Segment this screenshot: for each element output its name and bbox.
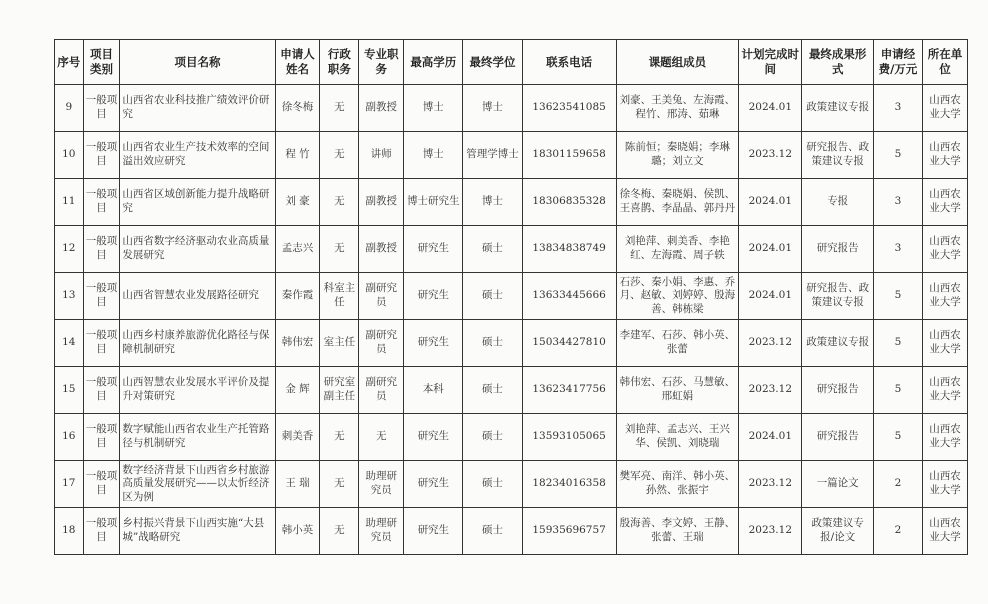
column-header: 计划完成时间 bbox=[739, 40, 802, 85]
admin-post: 无 bbox=[320, 226, 359, 273]
affiliation: 山西农业大学 bbox=[922, 179, 967, 226]
contact-phone: 13623417756 bbox=[522, 367, 616, 414]
planned-completion: 2023.12 bbox=[739, 132, 802, 179]
highest-education: 研究生 bbox=[404, 226, 463, 273]
final-degree: 硕士 bbox=[463, 367, 522, 414]
applicant-name: 金 辉 bbox=[275, 367, 320, 414]
project-category: 一般项目 bbox=[83, 461, 120, 508]
project-title: 山西乡村康养旅游优化路径与保障机制研究 bbox=[120, 320, 275, 367]
contact-phone: 18234016358 bbox=[522, 461, 616, 508]
final-degree: 硕士 bbox=[463, 414, 522, 461]
final-outcome: 研究报告、政策建议专报 bbox=[802, 273, 873, 320]
contact-phone: 18306835328 bbox=[522, 179, 616, 226]
project-category: 一般项目 bbox=[83, 132, 120, 179]
team-members: 韩伟宏、石莎、马慧敏、邢虹娟 bbox=[616, 367, 739, 414]
affiliation: 山西农业大学 bbox=[922, 132, 967, 179]
professional-title: 助理研究员 bbox=[359, 508, 404, 555]
applicant-name: 王 瑞 bbox=[275, 461, 320, 508]
highest-education: 本科 bbox=[404, 367, 463, 414]
row-number: 15 bbox=[55, 367, 84, 414]
table-row bbox=[55, 273, 968, 320]
column-header: 课题组成员 bbox=[616, 40, 739, 85]
applicant-name: 程 竹 bbox=[275, 132, 320, 179]
applicant-name: 徐冬梅 bbox=[275, 85, 320, 132]
project-category: 一般项目 bbox=[83, 179, 120, 226]
project-category: 一般项目 bbox=[83, 508, 120, 555]
professional-title: 无 bbox=[359, 414, 404, 461]
requested-funding: 3 bbox=[873, 226, 922, 273]
final-outcome: 政策建议专报/论文 bbox=[802, 508, 873, 555]
affiliation: 山西农业大学 bbox=[922, 461, 967, 508]
requested-funding: 5 bbox=[873, 273, 922, 320]
project-category: 一般项目 bbox=[83, 226, 120, 273]
requested-funding: 2 bbox=[873, 461, 922, 508]
planned-completion: 2024.01 bbox=[739, 179, 802, 226]
applicant-name: 刘 豪 bbox=[275, 179, 320, 226]
column-header: 行政职务 bbox=[320, 40, 359, 85]
requested-funding: 5 bbox=[873, 132, 922, 179]
contact-phone: 13633445666 bbox=[522, 273, 616, 320]
professional-title: 副教授 bbox=[359, 226, 404, 273]
final-degree: 管理学博士 bbox=[463, 132, 522, 179]
table-body bbox=[55, 85, 968, 555]
planned-completion: 2024.01 bbox=[739, 226, 802, 273]
column-header: 项目名称 bbox=[120, 40, 275, 85]
row-number: 18 bbox=[55, 508, 84, 555]
applicant-name: 孟志兴 bbox=[275, 226, 320, 273]
final-degree: 博士 bbox=[463, 179, 522, 226]
table-row bbox=[55, 367, 968, 414]
contact-phone: 13623541085 bbox=[522, 85, 616, 132]
row-number: 11 bbox=[55, 179, 84, 226]
requested-funding: 3 bbox=[873, 179, 922, 226]
contact-phone: 15935696757 bbox=[522, 508, 616, 555]
affiliation: 山西农业大学 bbox=[922, 226, 967, 273]
admin-post: 无 bbox=[320, 508, 359, 555]
project-title: 山西省农业生产技术效率的空间溢出效应研究 bbox=[120, 132, 275, 179]
planned-completion: 2024.01 bbox=[739, 85, 802, 132]
contact-phone: 18301159658 bbox=[522, 132, 616, 179]
applicant-name: 韩小英 bbox=[275, 508, 320, 555]
professional-title: 助理研究员 bbox=[359, 461, 404, 508]
table-row bbox=[55, 508, 968, 555]
team-members: 李建军、石莎、韩小英、张蕾 bbox=[616, 320, 739, 367]
highest-education: 研究生 bbox=[404, 508, 463, 555]
highest-education: 研究生 bbox=[404, 414, 463, 461]
affiliation: 山西农业大学 bbox=[922, 508, 967, 555]
admin-post: 无 bbox=[320, 85, 359, 132]
requested-funding: 5 bbox=[873, 414, 922, 461]
admin-post: 室主任 bbox=[320, 320, 359, 367]
contact-phone: 13593105065 bbox=[522, 414, 616, 461]
column-header: 最终成果形式 bbox=[802, 40, 873, 85]
column-header: 序号 bbox=[55, 40, 84, 85]
team-members: 刘艳萍、孟志兴、王兴华、侯凯、刘晓瑞 bbox=[616, 414, 739, 461]
column-header: 最终学位 bbox=[463, 40, 522, 85]
highest-education: 研究生 bbox=[404, 273, 463, 320]
planned-completion: 2024.01 bbox=[739, 414, 802, 461]
final-outcome: 政策建议专报 bbox=[802, 85, 873, 132]
requested-funding: 2 bbox=[873, 508, 922, 555]
requested-funding: 5 bbox=[873, 320, 922, 367]
project-category: 一般项目 bbox=[83, 320, 120, 367]
column-header: 专业职务 bbox=[359, 40, 404, 85]
professional-title: 副研究员 bbox=[359, 320, 404, 367]
affiliation: 山西农业大学 bbox=[922, 367, 967, 414]
table-row bbox=[55, 320, 968, 367]
final-degree: 硕士 bbox=[463, 273, 522, 320]
professional-title: 副研究员 bbox=[359, 273, 404, 320]
project-title: 山西省区域创新能力提升战略研究 bbox=[120, 179, 275, 226]
highest-education: 研究生 bbox=[404, 461, 463, 508]
final-degree: 硕士 bbox=[463, 508, 522, 555]
planned-completion: 2023.12 bbox=[739, 461, 802, 508]
admin-post: 无 bbox=[320, 461, 359, 508]
row-number: 17 bbox=[55, 461, 84, 508]
affiliation: 山西农业大学 bbox=[922, 320, 967, 367]
planned-completion: 2023.12 bbox=[739, 320, 802, 367]
admin-post: 无 bbox=[320, 179, 359, 226]
requested-funding: 3 bbox=[873, 85, 922, 132]
project-title: 山西省农业科技推广绩效评价研究 bbox=[120, 85, 275, 132]
contact-phone: 15034427810 bbox=[522, 320, 616, 367]
table-row bbox=[55, 85, 968, 132]
column-header: 所在单位 bbox=[922, 40, 967, 85]
team-members: 刘豪、王美兔、左海霞、程竹、邢涛、茹琳 bbox=[616, 85, 739, 132]
table-row bbox=[55, 179, 968, 226]
applicant-name: 秦作霞 bbox=[275, 273, 320, 320]
team-members: 樊军亮、南洋、韩小英、孙然、张振宇 bbox=[616, 461, 739, 508]
row-number: 13 bbox=[55, 273, 84, 320]
project-category: 一般项目 bbox=[83, 414, 120, 461]
project-category: 一般项目 bbox=[83, 273, 120, 320]
contact-phone: 13834838749 bbox=[522, 226, 616, 273]
affiliation: 山西农业大学 bbox=[922, 273, 967, 320]
planned-completion: 2023.12 bbox=[739, 367, 802, 414]
final-outcome: 专报 bbox=[802, 179, 873, 226]
requested-funding: 5 bbox=[873, 367, 922, 414]
team-members: 殷海善、李文婷、王静、张蕾、王瑞 bbox=[616, 508, 739, 555]
highest-education: 研究生 bbox=[404, 320, 463, 367]
final-degree: 硕士 bbox=[463, 320, 522, 367]
table-row bbox=[55, 414, 968, 461]
project-category: 一般项目 bbox=[83, 85, 120, 132]
project-title: 山西省数字经济驱动农业高质量发展研究 bbox=[120, 226, 275, 273]
final-degree: 博士 bbox=[463, 85, 522, 132]
row-number: 12 bbox=[55, 226, 84, 273]
project-title: 山西智慧农业发展水平评价及提升对策研究 bbox=[120, 367, 275, 414]
final-degree: 硕士 bbox=[463, 461, 522, 508]
team-members: 徐冬梅、秦晓娟、侯凯、王喜鹊、李晶晶、郭丹丹 bbox=[616, 179, 739, 226]
column-header: 最高学历 bbox=[404, 40, 463, 85]
highest-education: 博士 bbox=[404, 132, 463, 179]
project-title: 数字赋能山西省农业生产托管路径与机制研究 bbox=[120, 414, 275, 461]
final-outcome: 研究报告、政策建议专报 bbox=[802, 132, 873, 179]
highest-education: 博士 bbox=[404, 85, 463, 132]
final-outcome: 政策建议专报 bbox=[802, 320, 873, 367]
row-number: 10 bbox=[55, 132, 84, 179]
row-number: 14 bbox=[55, 320, 84, 367]
professional-title: 副研究员 bbox=[359, 367, 404, 414]
admin-post: 科室主任 bbox=[320, 273, 359, 320]
table-row bbox=[55, 226, 968, 273]
project-table bbox=[54, 39, 968, 555]
team-members: 陈前恒；秦晓娟；李琳璐；刘立文 bbox=[616, 132, 739, 179]
admin-post: 无 bbox=[320, 414, 359, 461]
table-row bbox=[55, 132, 968, 179]
project-title: 山西省智慧农业发展路径研究 bbox=[120, 273, 275, 320]
professional-title: 副教授 bbox=[359, 85, 404, 132]
column-header: 项目类别 bbox=[83, 40, 120, 85]
final-outcome: 研究报告 bbox=[802, 226, 873, 273]
admin-post: 研究室副主任 bbox=[320, 367, 359, 414]
row-number: 9 bbox=[55, 85, 84, 132]
row-number: 16 bbox=[55, 414, 84, 461]
project-title: 数字经济背景下山西省乡村旅游高质量发展研究——以太忻经济区为例 bbox=[120, 461, 275, 508]
team-members: 石莎、秦小娟、李惠、乔月、赵敏、刘婷婷、殷海善、韩栋梁 bbox=[616, 273, 739, 320]
professional-title: 副教授 bbox=[359, 179, 404, 226]
final-outcome: 研究报告 bbox=[802, 414, 873, 461]
table-header-row bbox=[55, 40, 968, 85]
affiliation: 山西农业大学 bbox=[922, 85, 967, 132]
final-outcome: 一篇论文 bbox=[802, 461, 873, 508]
final-outcome: 研究报告 bbox=[802, 367, 873, 414]
professional-title: 讲师 bbox=[359, 132, 404, 179]
final-degree: 硕士 bbox=[463, 226, 522, 273]
column-header: 申请经费/万元 bbox=[873, 40, 922, 85]
project-category: 一般项目 bbox=[83, 367, 120, 414]
team-members: 刘艳萍、刺美香、李艳红、左海霞、周子轶 bbox=[616, 226, 739, 273]
admin-post: 无 bbox=[320, 132, 359, 179]
project-title: 乡村振兴背景下山西实施“大县城”战略研究 bbox=[120, 508, 275, 555]
table-row bbox=[55, 461, 968, 508]
highest-education: 博士研究生 bbox=[404, 179, 463, 226]
planned-completion: 2023.12 bbox=[739, 508, 802, 555]
applicant-name: 刺美香 bbox=[275, 414, 320, 461]
planned-completion: 2024.01 bbox=[739, 273, 802, 320]
column-header: 联系电话 bbox=[522, 40, 616, 85]
applicant-name: 韩伟宏 bbox=[275, 320, 320, 367]
column-header: 申请人姓名 bbox=[275, 40, 320, 85]
affiliation: 山西农业大学 bbox=[922, 414, 967, 461]
